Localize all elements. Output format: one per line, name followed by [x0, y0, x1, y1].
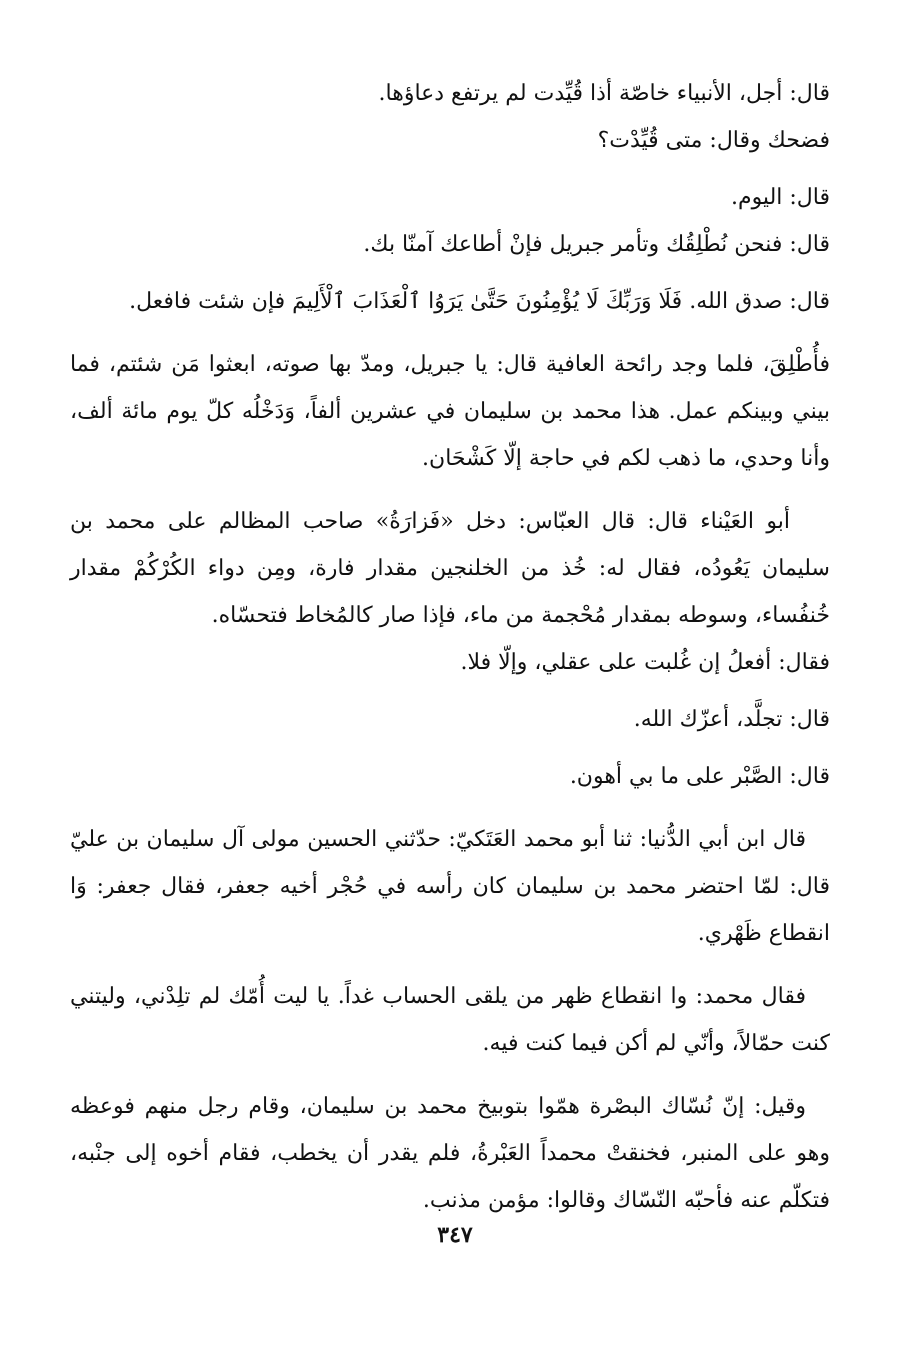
page-number: ٣٤٧ — [437, 1222, 473, 1248]
paragraph: فأُطْلِقَ، فلما وجد رائحة العافية قال: يا جبريل، ومدّ بها صوته، ابعثوا مَن شئتم، فما بيني وبينكم عمل. هذا محمد بن سليمان في عشرين ألفاً، وَدَخْلُه كلّ يوم مائة ألف، وأنا وحدي، ما ذهب لكم في حاجة إلّا كَشْحَان. — [70, 352, 830, 471]
paragraph: قال ابن أبي الدُّنيا: ثنا أبو محمد العَتَكيّ: حدّثني الحسين مولى آل سليمان بن عليّ قال: لمّا احتضر محمد بن سليمان كان رأسه في حُجْر أخيه جعفر، فقال جعفر: وَا انقطاع ظَهْري. — [70, 827, 830, 946]
paragraph: أبو العَيْناء قال: قال العبّاس: دخل «فَزارَةُ» صاحب المظالم على محمد بن سليمان يَعُودُه، فقال له: خُذ من الخلنجين مقدار فارة، ومِن دواء الكُرْكُمْ مقدار خُنفُساء، وسوطه بمقدار مُحْجمة من ماء، فإذا صار كالمُخاط فتحسّاه. — [70, 509, 830, 628]
text-line: قال: الصَّبْر على ما بي أهون. — [569, 764, 830, 789]
text-line: قال: تجلَّد، أعزّك الله. — [633, 707, 830, 732]
text-line: قال: اليوم. — [730, 185, 830, 210]
quran-verse-paragraph — [70, 278, 830, 325]
verse-prefix: قال: صدق الله. — [689, 289, 830, 314]
paragraph: فقال محمد: وا انقطاع ظهر من يلقى الحساب غداً. يا ليت أُمّك لم تلِدْني، وليتني كنت حمّالاً، وأنّي لم أكن فيما كنت فيه. — [70, 984, 830, 1056]
text-line: فضحك وقال: متى قُيِّدْت؟ — [597, 128, 830, 153]
paragraph: وقيل: إنّ نُسّاك البصْرة همّوا بتوبيخ محمد بن سليمان، وقام رجل منهم فوعظه وهو على المنبر، فخنقتْ محمداً العَبْرةُ، فلم يقدر أن يخطب، فقام أخوه إلى جنْبه، فتكلّم عنه فأحبّه النّسّاك وقالوا: مؤمن مذنب. — [70, 1094, 830, 1213]
text-line: فقال: أفعلُ إن غُلبت على عقلي، وإلّا فلا. — [460, 650, 830, 675]
quran-verse: فَلَا وَرَبِّكَ لَا يُؤْمِنُونَ حَتَّىٰ يَرَوُا ٱلْعَذَابَ ٱلْأَلِيمَ — [292, 289, 683, 314]
text-line: قال: أجل، الأنبياء خاصّة أذا قُيِّدت لم يرتفع دعاؤها. — [378, 81, 830, 106]
text-line: قال: فنحن نُطْلِقُك وتأمر جبريل فإنْ أطاعك آمنّا بك. — [363, 232, 830, 257]
page-body — [70, 70, 830, 1270]
verse-suffix: فإن شئت فافعل. — [129, 289, 286, 314]
